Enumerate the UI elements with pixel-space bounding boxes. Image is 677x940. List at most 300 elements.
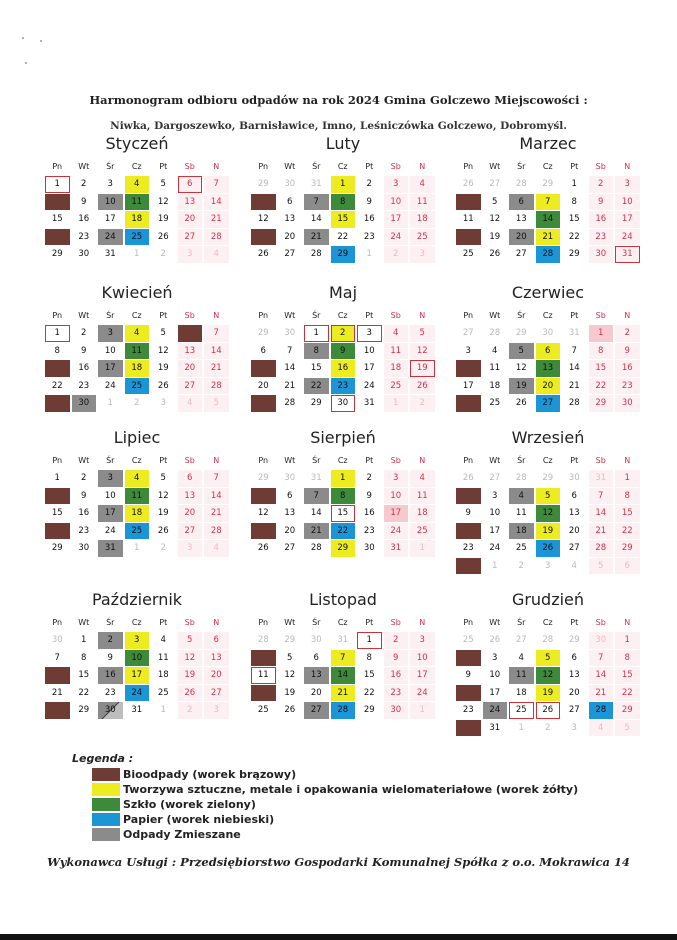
month-calendar [250,283,436,412]
day-cell: 18 [456,229,481,246]
day-cell: 11 [125,488,150,505]
day-cell: 8 [331,488,356,505]
day-cell: 4 [509,488,534,505]
day-cell: 6 [260,345,266,356]
day-cell: 31 [489,722,501,733]
day-cell: 3 [465,345,471,356]
day-cell: 11 [410,488,435,505]
day-cell: 11 [251,667,276,684]
day-cell: 3 [545,560,551,571]
day-cell: 23 [331,378,356,395]
weekday-header: Wt [284,456,296,465]
day-cell: 24 [104,525,116,536]
day-cell: 26 [515,398,527,408]
day-cell: 22 [589,378,614,395]
weekday-header: N [419,162,426,171]
weekday-header: Pt [159,162,168,171]
day-cell: 1 [134,543,140,553]
day-cell: 15 [363,670,375,680]
day-cell: 21 [204,505,229,522]
scan-speck [22,37,24,39]
legend-item-glass [92,797,578,812]
day-cell: 2 [615,325,640,342]
month-grid [250,452,436,557]
weekday-header: Pt [570,162,579,171]
weekday-header: Śr [517,311,526,320]
day-cell: 3 [125,632,150,649]
day-cell: 16 [78,214,90,224]
weekday-header: N [213,162,220,171]
day-cell: 3 [492,490,498,501]
day-cell: 2 [456,488,481,505]
day-cell: 23 [78,525,90,536]
weekday-header: Pt [365,618,374,627]
day-cell: 4 [492,345,498,356]
day-cell: 12 [178,650,203,667]
day-cell: 27 [251,395,276,412]
day-cell: 19 [536,685,561,702]
day-cell: 1 [410,702,435,719]
weekday-header: Pn [258,311,269,320]
day-cell: 21 [568,380,580,391]
legend-label: Szkło (worek zielony) [123,798,256,811]
day-cell: 28 [542,635,554,645]
month-calendar [44,283,230,412]
day-cell: 5 [160,328,166,338]
day-cell: 10 [456,360,481,377]
day-cell: 14 [589,667,614,684]
day-cell: 4 [384,325,409,342]
day-cell: 30 [615,395,640,412]
day-cell: 9 [589,194,614,211]
weekday-header: Wt [489,162,501,171]
month-name: Listopad [309,590,377,609]
day-cell: 4 [204,540,229,557]
day-cell: 2 [178,702,203,719]
day-cell: 28 [489,328,501,338]
day-cell: 25 [125,229,150,246]
day-cell: 27 [462,328,474,338]
day-cell: 20 [284,525,296,536]
weekday-header: N [624,162,631,171]
day-cell: 30 [78,543,90,553]
day-cell: 31 [384,540,409,557]
day-cell: 21 [589,523,614,540]
day-cell: 27 [489,179,501,189]
weekday-header: Pn [463,618,474,627]
day-cell: 28 [515,179,527,189]
day-cell: 19 [284,687,296,698]
day-cell: 31 [310,179,322,189]
day-cell: 29 [589,395,614,412]
weekday-header: Cz [542,618,553,627]
weekday-header: Pn [463,162,474,171]
day-cell: 25 [509,702,534,719]
day-cell: 15 [589,360,614,377]
legend-label: Bioodpady (worek brązowy) [123,768,297,781]
day-cell: 19 [157,214,169,224]
day-cell: 25 [257,705,269,715]
weekday-header: Pt [159,456,168,465]
weekday-header: Śr [517,618,526,627]
weekday-header: Pn [258,162,269,171]
day-cell: 1 [81,635,87,645]
day-cell: 4 [410,176,435,193]
day-cell: 1 [410,540,435,557]
weekday-header: N [213,618,220,627]
day-cell: 5 [251,488,276,505]
day-cell: 29 [310,398,322,408]
weekday-header: Cz [542,162,553,171]
day-cell: 1 [331,176,356,193]
month-grid [250,614,436,719]
day-cell: 16 [456,523,481,540]
day-cell: 4 [160,635,166,645]
day-cell: 23 [104,687,116,698]
day-cell: 3 [571,722,577,733]
day-cell: 6 [178,470,203,487]
day-cell: 6 [178,176,203,193]
day-cell: 27 [568,705,580,715]
day-cell: 10 [410,650,435,667]
day-cell: 29 [615,702,640,719]
day-cell: 4 [178,395,203,412]
day-cell: 16 [363,214,375,224]
day-cell: 15 [568,214,580,224]
day-cell: 12 [284,670,296,680]
day-cell: 27 [178,229,203,246]
day-cell: 26 [462,473,474,483]
day-cell: 20 [310,687,322,698]
weekday-header: Pt [365,162,374,171]
day-cell: 17 [98,360,123,377]
day-cell: 8 [54,345,60,356]
day-cell: 27 [284,249,296,259]
day-cell: 14 [204,343,229,360]
day-cell: 3 [410,632,435,649]
day-cell: 17 [125,667,150,684]
day-cell: 24 [489,543,501,553]
day-cell: 2 [81,328,87,338]
day-cell: 14 [310,508,322,518]
day-cell: 23 [384,685,409,702]
day-cell: 11 [489,363,501,373]
day-cell: 1 [615,470,640,487]
month-name: Marzec [519,134,577,153]
day-cell: 3 [204,702,229,719]
day-cell: 28 [204,229,229,246]
day-cell: 19 [157,363,169,373]
day-cell: 5 [536,488,561,505]
day-cell: 28 [257,635,269,645]
day-cell: 29 [257,328,269,338]
weekday-header: N [419,311,426,320]
day-cell: 8 [45,488,70,505]
day-cell: 2 [366,473,372,483]
day-cell: 30 [384,702,409,719]
day-cell: 2 [366,179,372,189]
day-cell: 28 [568,398,580,408]
day-cell: 19 [509,378,534,395]
day-cell: 15 [310,363,322,373]
weekday-header: Wt [78,618,90,627]
day-cell: 18 [157,670,169,680]
day-cell: 16 [456,685,481,702]
day-cell: 30 [284,473,296,483]
weekday-header: Cz [337,456,348,465]
day-cell: 9 [465,508,471,518]
month-grid [250,158,436,263]
day-cell: 22 [337,231,349,242]
day-cell: 29 [331,246,356,263]
day-cell: 2 [384,246,409,263]
day-cell: 20 [178,211,203,228]
day-cell: 28 [331,702,356,719]
day-cell: 25 [515,543,527,553]
day-cell: 9 [366,196,372,207]
day-cell: 27 [284,543,296,553]
day-cell: 18 [384,360,409,377]
day-cell: 3 [410,246,435,263]
day-cell: 26 [178,685,203,702]
day-cell: 30 [456,558,481,575]
month-grid [455,614,641,737]
day-cell: 10 [384,194,409,211]
day-cell: 10 [125,650,150,667]
day-cell: 1 [357,632,382,649]
day-cell: 28 [589,540,614,557]
day-cell: 21 [284,380,296,391]
day-cell: 9 [615,343,640,360]
day-cell: 4 [456,194,481,211]
day-cell: 13 [536,360,561,377]
day-cell: 28 [204,378,229,395]
day-cell: 2 [331,325,356,342]
month-calendar [44,428,230,557]
day-cell: 5 [589,558,614,575]
day-cell: 17 [98,505,123,522]
day-cell: 1 [492,560,498,571]
day-cell: 27 [515,635,527,645]
day-cell: 29 [257,473,269,483]
day-cell: 14 [310,214,322,224]
day-cell: 8 [366,652,372,663]
day-cell: 23 [363,231,375,242]
weekday-header: Sb [184,162,195,171]
day-cell: 14 [331,667,356,684]
day-cell: 21 [51,687,63,698]
day-cell: 20 [178,505,203,522]
day-cell: 28 [589,702,614,719]
day-cell: 13 [515,214,527,224]
weekday-header: Pn [52,456,63,465]
day-cell: 24 [104,380,116,391]
day-cell: 13 [178,343,203,360]
day-cell: 26 [489,249,501,259]
day-cell: 17 [363,363,375,373]
day-cell: 23 [462,543,474,553]
day-cell: 30 [51,635,63,645]
day-cell: 26 [157,525,169,536]
legend-label: Tworzywa sztuczne, metale i opakowania wielomateriałowe (worek żółty) [123,783,579,796]
day-cell: 8 [571,196,577,207]
day-cell: 25 [384,378,409,395]
day-cell: 10 [489,508,501,518]
day-cell: 14 [568,363,580,373]
legend-item-plastic [92,782,578,797]
day-cell: 7 [287,345,293,356]
day-cell: 30 [363,543,375,553]
weekday-header: Wt [78,311,90,320]
day-cell: 7 [331,650,356,667]
day-cell: 22 [615,523,640,540]
day-cell: 14 [204,194,229,211]
month-calendar [455,283,641,412]
day-cell: 5 [251,194,276,211]
day-cell: 16 [78,508,90,518]
day-cell: 10 [489,670,501,680]
weekday-header: Cz [337,162,348,171]
day-cell: 8 [304,343,329,360]
legend-swatch [92,783,120,796]
day-cell: 22 [78,687,90,698]
day-cell: 28 [515,473,527,483]
day-cell: 19 [251,229,276,246]
day-cell: 30 [589,632,614,649]
day-cell: 17 [489,525,501,536]
weekday-header: Wt [284,618,296,627]
legend-item-mixed [92,827,578,842]
day-cell: 2 [545,722,551,733]
day-cell: 24 [384,523,409,540]
day-cell: 14 [536,211,561,228]
day-cell: 29 [615,540,640,557]
day-cell: 13 [178,488,203,505]
day-cell: 18 [515,687,527,698]
month-name: Lipiec [113,428,161,447]
day-cell: 4 [518,652,524,663]
month-name: Czerwiec [511,283,585,302]
day-cell: 7 [536,194,561,211]
weekday-header: N [624,456,631,465]
day-cell: 11 [410,194,435,211]
month-name: Maj [328,283,358,302]
weekday-header: Cz [337,311,348,320]
day-cell: 26 [157,231,169,242]
day-cell: 1 [45,325,70,342]
day-cell: 12 [515,363,527,373]
day-cell: 6 [571,490,577,501]
day-cell: 1 [134,249,140,259]
day-cell: 5 [178,632,203,649]
day-cell: 3 [98,470,123,487]
day-cell: 3 [615,176,640,193]
day-cell: 17 [462,380,474,391]
weekday-header: Pn [52,162,63,171]
day-cell: 29 [515,328,527,338]
day-cell: 11 [125,194,150,211]
month-grid [44,158,230,263]
day-cell: 2 [456,650,481,667]
day-cell: 21 [304,523,329,540]
day-cell: 19 [489,231,501,242]
day-cell: 27 [178,378,203,395]
day-cell: 18 [410,211,435,228]
day-cell: 20 [204,667,229,684]
day-cell: 24 [483,702,508,719]
month-grid [44,614,230,719]
day-cell: 25 [157,687,169,698]
day-cell: 25 [489,398,501,408]
scan-speck [40,40,42,42]
day-cell: 11 [462,214,474,224]
day-cell: 8 [81,652,87,663]
day-cell: 29 [51,249,63,259]
month-calendar [455,134,641,263]
day-cell: 31 [104,249,116,259]
day-cell: 16 [589,211,614,228]
day-cell: 21 [536,229,561,246]
day-cell: 6 [287,196,293,207]
legend-item-paper [92,812,578,827]
day-cell: 13 [568,670,580,680]
day-cell: 5 [536,650,561,667]
day-cell: 9 [81,345,87,356]
weekday-header: Pn [52,311,63,320]
weekday-header: Śr [312,456,321,465]
weekday-header: Pn [258,618,269,627]
weekday-header: Cz [337,618,348,627]
day-cell: 6 [204,632,229,649]
day-cell: 4 [410,470,435,487]
day-cell: 12 [257,508,269,518]
day-cell: 27 [536,395,561,412]
day-cell: 13 [304,667,329,684]
day-cell: 3 [160,398,166,408]
day-cell: 30 [310,635,322,645]
day-cell: 31 [589,470,614,487]
scan-speck [25,62,27,64]
day-cell: 26 [257,249,269,259]
day-cell: 25 [410,229,435,246]
weekday-header: Pt [365,456,374,465]
month-name: Grudzień [511,590,585,609]
weekday-header: Wt [284,311,296,320]
day-cell: 22 [51,380,63,391]
day-cell: 9 [366,490,372,501]
month-grid [44,307,230,412]
day-cell: 30 [72,395,97,412]
day-cell: 21 [304,229,329,246]
day-cell: 16 [363,508,375,518]
legend-title: Legenda : [72,752,134,765]
day-cell: 2 [81,179,87,189]
day-cell: 5 [615,720,640,737]
day-cell: 1 [615,632,640,649]
day-cell: 25 [125,378,150,395]
day-cell: 23 [78,231,90,242]
day-cell: 26 [284,705,296,715]
weekday-header: Cz [542,456,553,465]
day-cell: 12 [410,343,435,360]
day-cell: 26 [257,543,269,553]
weekday-header: Cz [131,162,142,171]
day-cell: 12 [536,505,561,522]
weekday-header: Śr [106,618,115,627]
day-cell: 4 [571,560,577,571]
day-cell: 3 [107,179,113,189]
weekday-header: Sb [390,162,401,171]
